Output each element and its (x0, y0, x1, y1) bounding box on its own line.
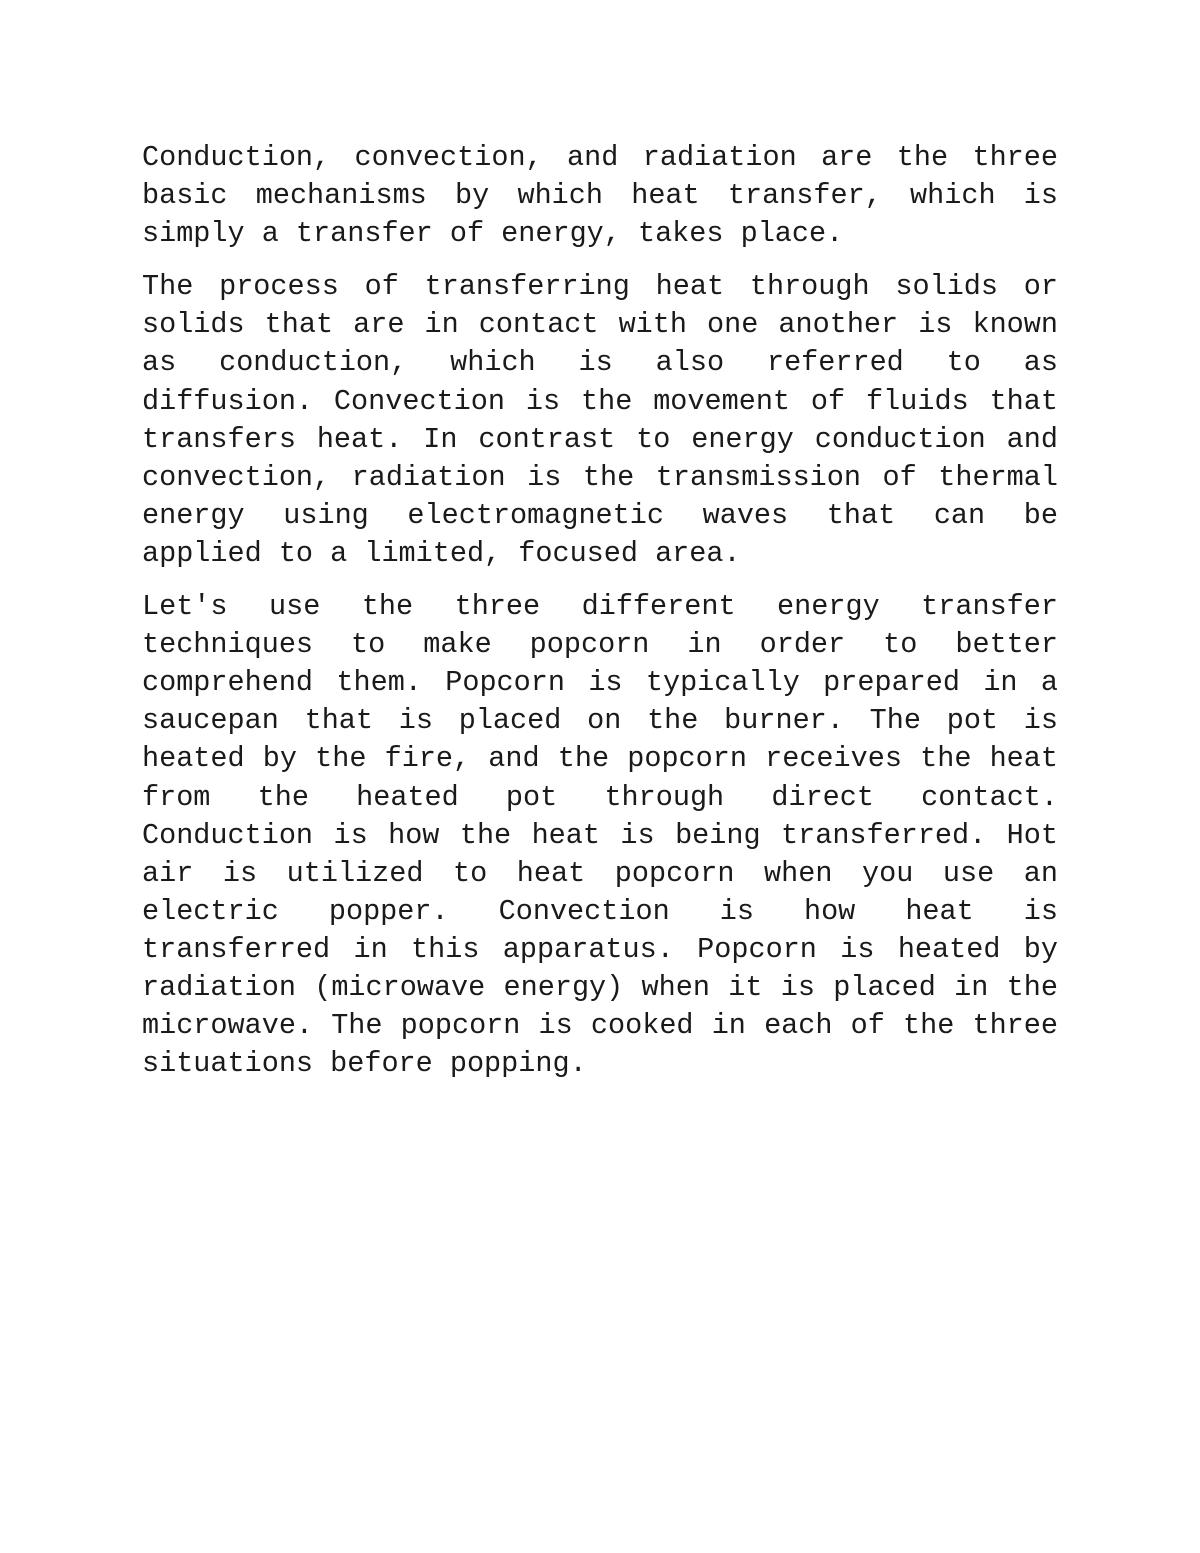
paragraph-3: Let's use the three different energy transfer techniques to make popcorn in order to better comprehend them. Popcorn is typically prepared in a saucepan that is placed on the burner. The pot is heated by the fire, and the popcorn receives the heat from the heated pot through direct contact. Conduction is how the heat is being transferred. Hot air is utilized to heat popcorn when you use an electric popper. Convection is how heat is transferred in this apparatus. Popcorn is heated by radiation (microwave energy) when it is placed in the microwave. The popcorn is cooked in each of the three situations before popping. (142, 590, 1058, 1081)
document-body (142, 139, 1058, 1098)
paragraph-1: Conduction, convection, and radiation are the three basic mechanisms by which heat transfer, which is simply a transfer of energy, takes place. (142, 141, 1058, 251)
paragraph-2: The process of transferring heat through solids or solids that are in contact with one another is known as conduction, which is also referred to as diffusion. Convection is the movement of fluids that transfers heat. In contrast to energy conduction and convection, radiation is the transmission of thermal energy using electromagnetic waves that can be applied to a limited, focused area. (142, 270, 1058, 570)
